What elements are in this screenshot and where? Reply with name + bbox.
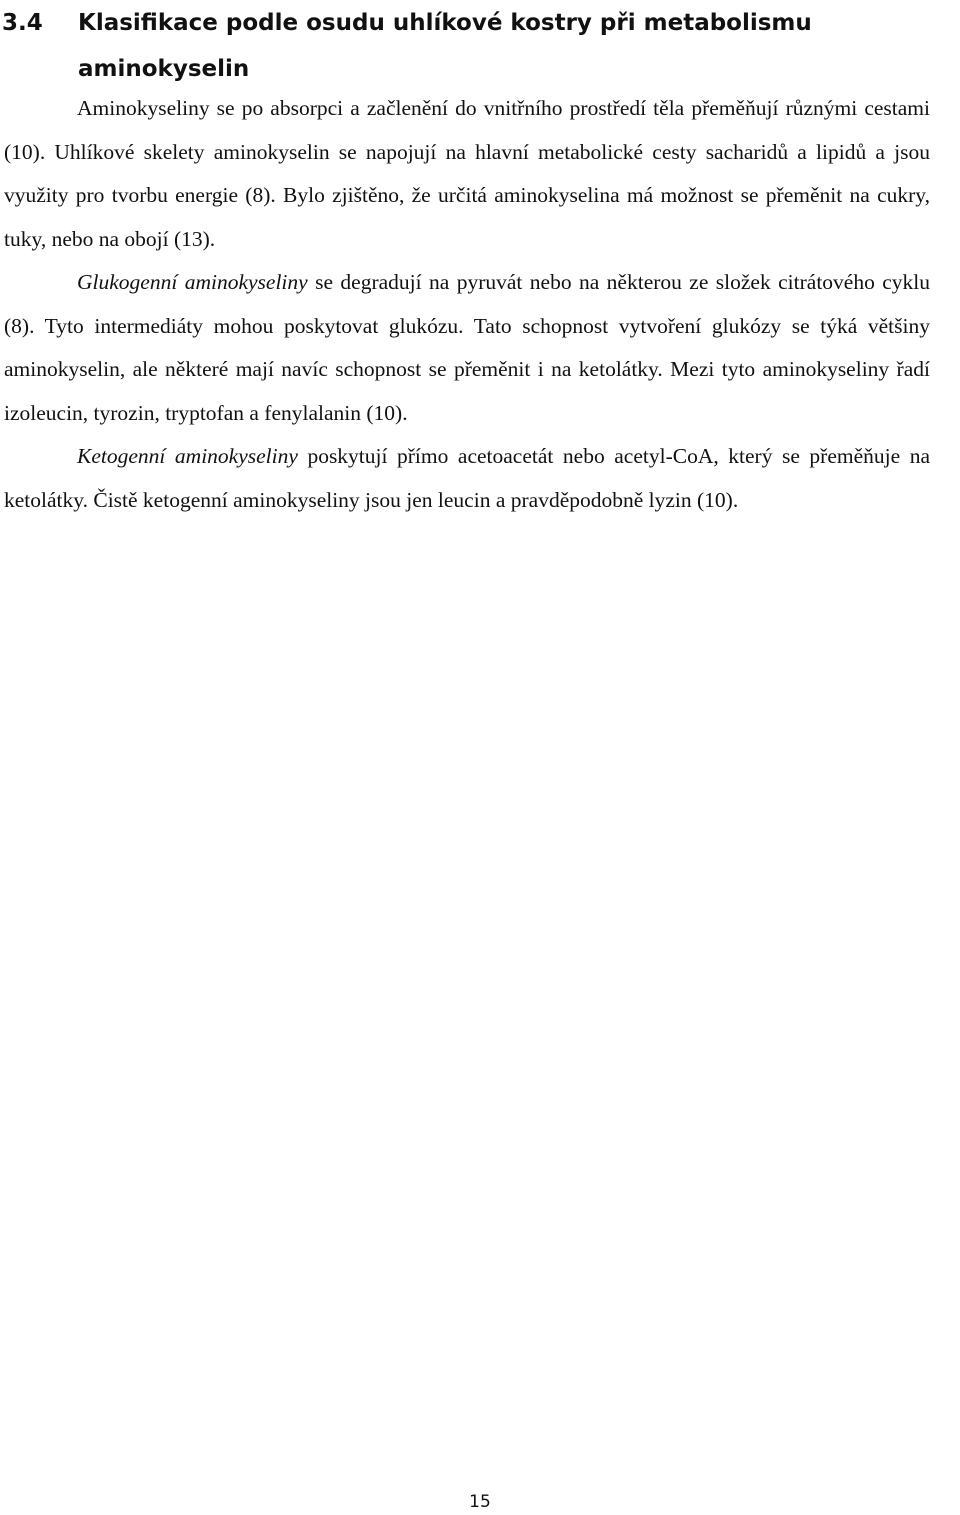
term-ketogenic: Ketogenní aminokyseliny — [77, 444, 298, 468]
paragraph-intro-text: Aminokyseliny se po absorpci a začlenění do vnitřního prostředí těla přeměňují různými cestami (10). Uhlíkové skelety aminokyselin se napojují na hlavní metabolické cesty sacharidů a lipidů a jsou využity pro tvorbu energie (8). Bylo zjištěno, že určitá aminokyselina má možnost se přeměnit na cukry, tuky, nebo na obojí (13). — [4, 96, 930, 251]
paragraph-intro — [4, 87, 930, 261]
page-number: 15 — [469, 1492, 491, 1512]
section-title: Klasifikace podle osudu uhlíkové kostry při metabolismu aminokyselin — [78, 10, 812, 82]
paragraph-ketogenic — [4, 435, 930, 522]
paragraph-glucogenic — [4, 261, 930, 435]
section-body — [4, 87, 930, 522]
paragraph-ketogenic-text: poskytují přímo acetoacetát nebo acetyl-CoA, který se přeměňuje na ketolátky. Čistě ketogenní aminokyseliny jsou jen leucin a pravděpodobně lyzin (10). — [4, 444, 931, 512]
paragraph-glucogenic-text: se degradují na pyruvát nebo na některou ze složek citrátového cyklu (8). Tyto intermediáty mohou poskytovat glukózu. Tato schopnost vytvoření glukózy se týká většiny aminokyselin, ale některé mají navíc schopnost se přeměnit i na ketolátky. Mezi tyto aminokyseliny řadí izoleucin, tyrozin, tryptofan a fenylalanin (10). — [4, 270, 931, 425]
section-number: 3.4 — [2, 10, 43, 36]
term-glucogenic: Glukogenní aminokyseliny — [77, 270, 308, 294]
